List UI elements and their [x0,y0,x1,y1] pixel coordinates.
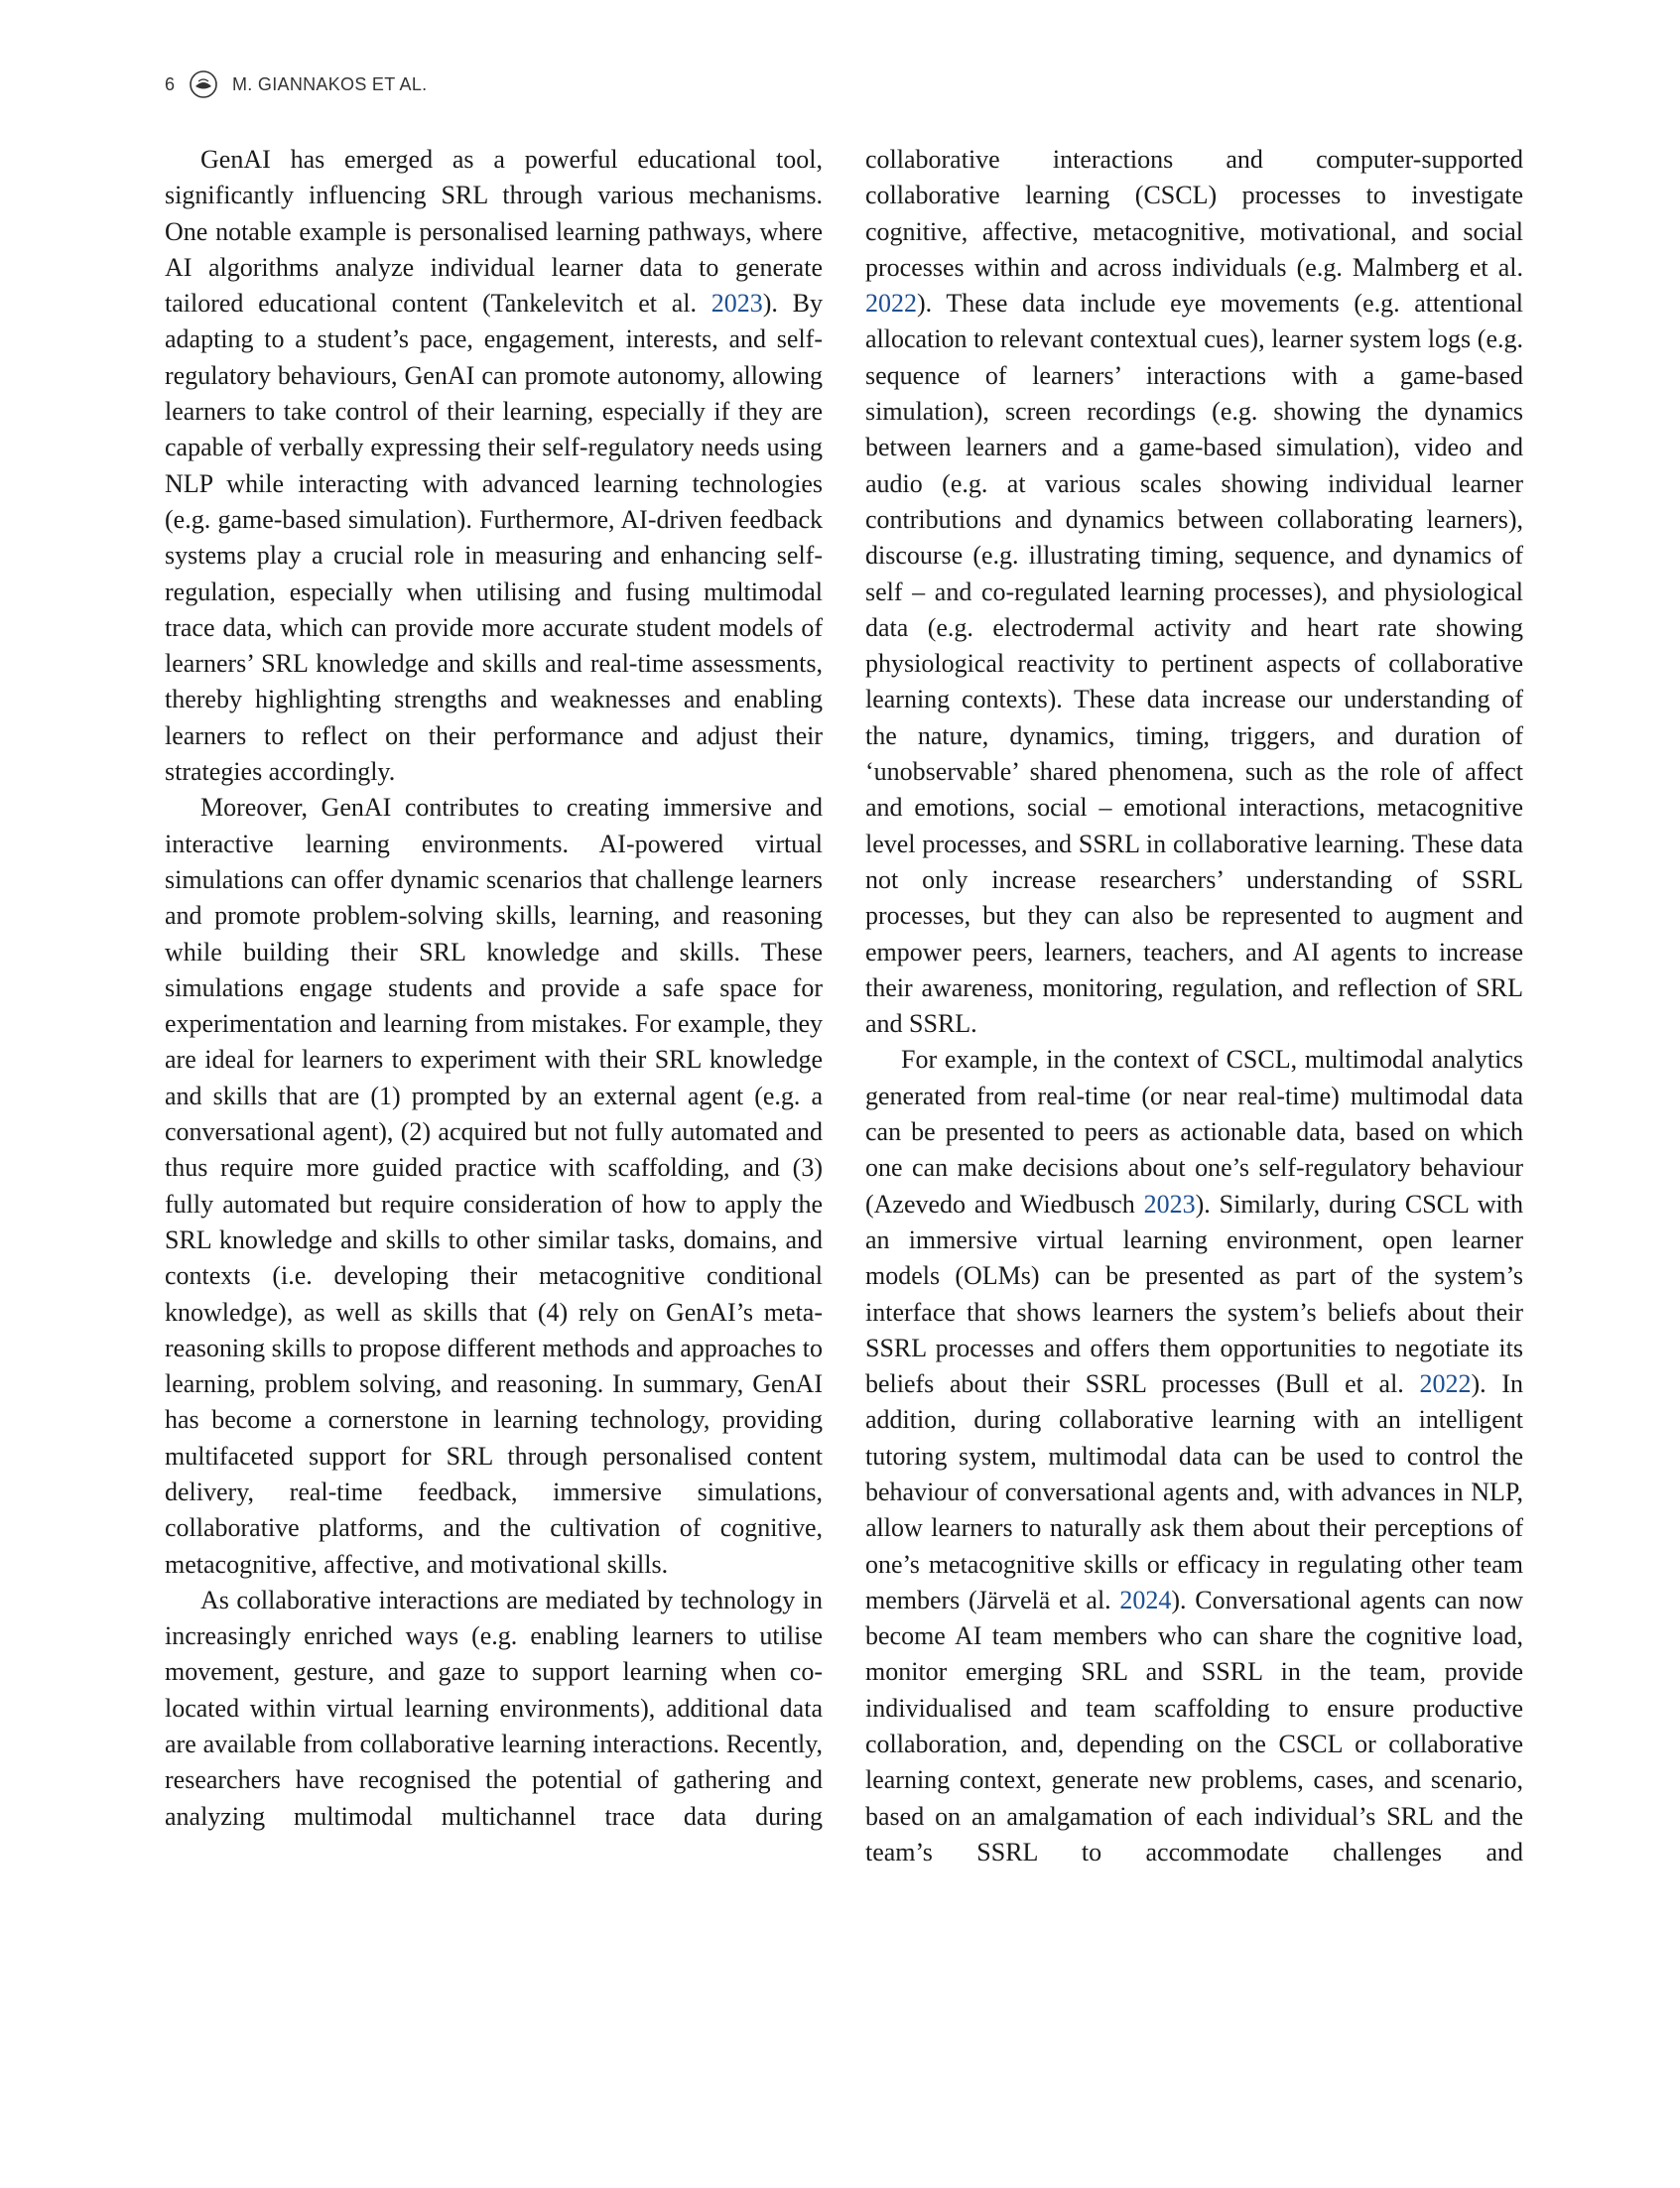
citation-link[interactable]: 2023 [711,289,763,319]
left-column [165,142,823,1835]
paragraph [865,142,1523,1042]
paragraph: Moreover, GenAI contributes to creating immersive and interactive learning environments. AI-powered virtual simulations can offer dynamic scenarios that challenge learners and promote problem-solving skills, learning, and reasoning while building their SRL knowledge and skills. These simulations engage students and provide a safe space for experimentation and learning from mistakes. For example, they are ideal for learners to experiment with their SRL knowledge and skills that are (1) prompted by an external agent (e.g. a conversational agent), (2) acquired but not fully automated and thus require more guided practice with scaffolding, and (3) fully automated but require consideration of how to apply the SRL knowledge and skills to other similar tasks, domains, and contexts (i.e. developing their metacognitive conditional knowledge), as well as skills that (4) rely on GenAI’s meta-reasoning skills to propose different methods and approaches to learning, problem solving, and reasoning. In summary, GenAI has become a cornerstone in learning technology, providing multifaceted support for SRL through personalised content delivery, real-time feedback, immersive simulations, collaborative platforms, and the cultivation of cognitive, metacognitive, affective, and motivational skills. [165,793,823,1579]
paragraph: As collaborative interactions are mediated by technology in increasingly enriched ways (e.g. enabling learners to utilise movement, gesture, and gaze to support learning when co-located within virtual learning environments), additional data are available from collaborative learning interactions. Recently, researchers have recognised the potential of gathering and analyzing multimodal multichannel trace data during [165,1585,823,1831]
paragraph [865,1042,1523,1870]
paragraph-text: ). Conversational agents can now become AI team members who can share the cognitive load, monitor emerging SRL and SSRL in the team, provide individualised and team scaffolding to ensure productive collaboration, and, depending on the CSCL or collaborative learning context, generate new problems, cases, and scenario, based on an amalgamation of each individual’s SRL and the team’s SSRL to accommodate challenges and [865,1585,1523,1866]
citation-link[interactable]: 2022 [865,289,917,319]
citation-link[interactable]: 2023 [1143,1189,1196,1219]
paragraph-text: GenAI has emerged as a powerful educational tool, significantly influencing SRL through various mechanisms. One notable example is personalised learning pathways, where AI algorithms analyze individual learner data to generate tailored educational content (Tankelevitch et al. [165,145,823,319]
running-header [165,67,427,101]
publisher-logo-icon [189,69,218,99]
paragraph-text: For example, in the context of CSCL, multimodal analytics generated from real-time (or near real-time) multimodal data can be presented to peers as actionable data, based on which one can make decisions about one’s self-regulatory behaviour (Azevedo and Wiedbusch [865,1045,1523,1219]
right-column [865,142,1523,1870]
running-head-authors: M. GIANNAKOS ET AL. [232,73,428,94]
paragraph-text: ). By adapting to a student’s pace, engagement, interests, and self-regulatory behaviours, GenAI can promote autonomy, allowing learners to take control of their learning, especially if they are capable of verbally expressing their self-regulatory needs using NLP while interacting with advanced learning technologies (e.g. game-based simulation). Furthermore, AI-driven feedback systems play a crucial role in measuring and enhancing self-regulation, especially when utilising and fusing multimodal trace data, which can provide more accurate student models of learners’ SRL knowledge and skills and real-time assessments, thereby highlighting strengths and weaknesses and enabling learners to reflect on their performance and adjust their strategies accordingly. [165,289,823,787]
citation-link[interactable]: 2022 [1419,1369,1472,1399]
paragraph-text: ). Similarly, during CSCL with an immersive virtual learning environment, open learner models (OLMs) can be presented as part of the system’s interface that shows learners the system’s beliefs about their SSRL processes and offers them opportunities to negotiate its beliefs about their SSRL processes (Bull et al. [865,1189,1523,1399]
page-number: 6 [165,73,176,94]
paragraph-text: collaborative interactions and computer-supported collaborative learning (CSCL) processes to investigate cognitive, affective, metacognitive, motivational, and social processes within and across individuals (e.g. Malmberg et al. [865,145,1523,282]
paragraph-text: ). These data include eye movements (e.g. attentional allocation to relevant contextual cues), learner system logs (e.g. sequence of learners’ interactions with a game-based simulation), screen recordings (e.g. showing the dynamics between learners and a game-based simulation), video and audio (e.g. at various scales showing individual learner contributions and dynamics between collaborating learners), discourse (e.g. illustrating timing, sequence, and dynamics of self – and co-regulated learning processes), and physiological data (e.g. electrodermal activity and heart rate showing physiological reactivity to pertinent aspects of collaborative learning contexts). These data increase our understanding of the nature, dynamics, timing, triggers, and duration of ‘unobservable’ shared phenomena, such as the role of affect and emotions, social – emotional interactions, metacognitive level processes, and SSRL in collaborative learning. These data not only increase researchers’ understanding of SSRL processes, but they can also be represented to augment and empower peers, learners, teachers, and AI agents to increase their awareness, monitoring, regulation, and reflection of SRL and SSRL. [865,289,1523,1039]
citation-link[interactable]: 2024 [1119,1585,1172,1614]
paragraph [165,142,823,790]
paragraph-text: ). In addition, during collaborative learning with an intelligent tutoring system, multimodal data can be used to control the behaviour of conversational agents and, with advances in NLP, allow learners to naturally ask them about their perceptions of one’s metacognitive skills or efficacy in regulating other team members (Järvelä et al. [865,1369,1524,1614]
